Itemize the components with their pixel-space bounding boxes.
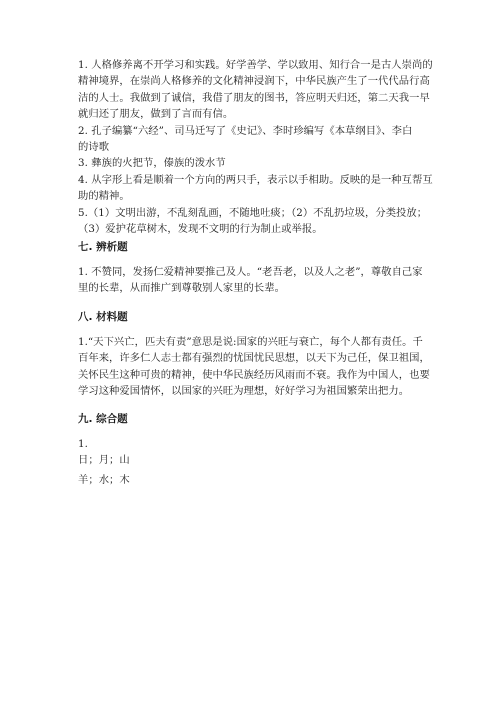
answer-line: 1.“天下兴亡，匹夫有责”意思是说:国家的兴旺与衰亡，每个人都有责任。千 (78, 336, 423, 348)
answer-line: 羊；水；木 (78, 474, 130, 486)
section7-answers (78, 264, 426, 297)
answer-line: 百年来，许多仁人志士都有强烈的忧国忧民思想，以天下为己任，保卫祖国， (78, 352, 430, 365)
answer-line: 1. 不赞同，发扬仁爱精神要推己及人。“老吾老，以及人之老”，尊敬自己家 (78, 266, 423, 278)
answer-line: 5.（1）文明出游，不乱刻乱画，不随地吐痰；（2）不乱扔垃圾，分类投放； (78, 206, 428, 219)
section8-answers (78, 334, 430, 400)
answer-line: 1. (78, 438, 88, 450)
answer-line: （3）爱护花草树木，发现不文明的行为制止或举报。 (78, 222, 323, 235)
section9-answers-extra (78, 472, 426, 488)
section9-answers (78, 436, 426, 469)
answer-line: 关怀民生这种可贵的精神，使中华民族经历风雨而不衰。我作为中国人，也要 (78, 368, 430, 381)
answer-line: 3. 彝族的火把节，傣族的泼水节 (78, 157, 226, 170)
section9-heading: 九. 综合题 (78, 413, 128, 425)
answer-line: 精神境界，在崇尚人格修养的文化精神浸润下，中华民族产生了一代代品行高 (78, 75, 430, 88)
section8-heading: 八. 材料题 (78, 311, 128, 323)
section6-answers (78, 57, 433, 237)
answer-line: 2. 孔子编纂“六经”、司马迁写了《史记》、李时珍编写《本草纲目》、李白 (78, 124, 413, 137)
answer-line: 助的精神。 (78, 190, 130, 203)
answer-line: 里的长辈，从而推广到尊敬别人家里的长辈。 (78, 282, 285, 295)
answer-line: 洁的人士。我做到了诚信，我借了朋友的图书，答应明天归还，第二天我一早 (78, 91, 430, 104)
answer-line: 4. 从字形上看是顺着一个方向的两只手，表示以手相助。反映的是一种互帮互 (78, 173, 433, 186)
answer-line: 就归还了朋友，做到了言而有信。 (78, 108, 234, 121)
answer-line: 1. 人格修养离不开学习和实践。好学善学、学以致用、知行合一是古人崇尚的 (78, 59, 433, 71)
answer-line: 日；月；山 (78, 454, 130, 467)
answer-line: 学习这种爱国情怀，以国家的兴旺为理想，好好学习为祖国繁荣出把力。 (78, 385, 410, 398)
answer-line: 的诗歌 (78, 140, 110, 153)
section7-heading: 七. 辨析题 (78, 241, 128, 253)
